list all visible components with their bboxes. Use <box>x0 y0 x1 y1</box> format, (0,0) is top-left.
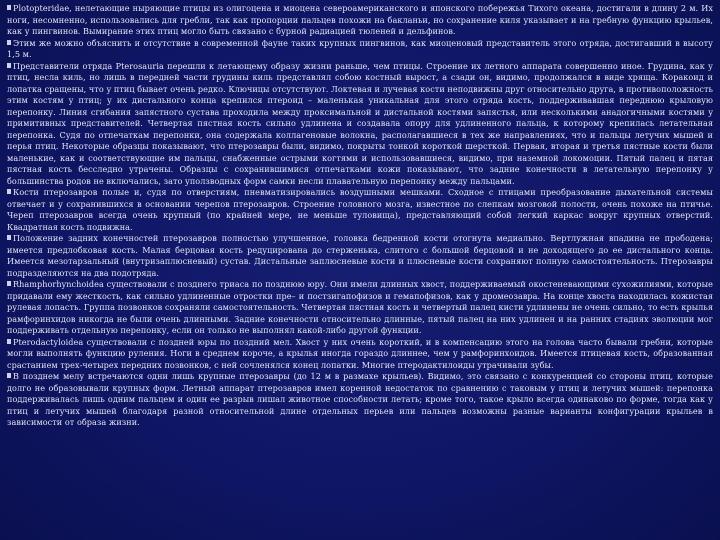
paragraph-hind-limbs: Положение задних конечностей птерозавров полностью улучшенное, головка бедренной кости отогнута медиально. Вертлужная впадина не прободена; имеется предлобковая кость. Малая берцовая кость редуцирована до стерженька, слитого с большой берцовой и не доходящего до ее дистального конца. Имеется мезотарзальный (внутризаплюсневый) сустав. Дистальные заплюсневые кости и плюсневые кости сохраняют полную самостоятельность. Птерозавры подразделяются на два подотряда. <box>7 233 713 278</box>
slide-text-body <box>7 3 713 429</box>
paragraph-late-cretaceous: В позднем мелу встречаются одни лишь крупные птерозавры (до 12 м в размахе крыльев). Видимо, это связано с конкуренцией со стороны птиц, которые долго не образовывали крупных форм. Летный аппарат птерозавров имел коренной недостаток по сравнению с таковым у птиц и летучих мышей: перепонка поддерживалась лишь одним пальцем и один ее разрыв лишал животное способности летать; кроме того, такое крыло всегда одинаково по форме, тогда как у птиц и летучих мышей благодаря разной относительной длине отдельных перьев или пальцев возможны разные варианты конфигурации крыльев в зависимости от образа жизни. <box>7 371 713 427</box>
paragraph-penguins: Этим же можно объяснить и отсутствие в современной фауне таких крупных пингвинов, как миоценовый представитель этого отряда, достигавший в высоту 1,5 м. <box>7 37 713 59</box>
paragraph-rhamphorhynchoidea: Rhamphorhynchoidea существовали с позднего триаса по позднюю юру. Они имели длинных хвост, поддерживаемый окостеневающими сухожилиями, которые придавали ему жесткость, как сильно удлиненные отростки пре– и постзигапофизов и гемапофизов, как у дромеозавра. На конце хвоста находилась кожистая рулевая лопасть. Группа позвонков сохраняли самостоятельность. Четвертая пястная кость и четвертый палец кисти удлинены не очень сильно, то есть крылья рамфоринхидов никогда не были очень длинными. Задние конечности относительно длинные, пятый палец на них удлинен и на ранних стадиях эволюции мог поддерживать отдельную перепонку, если он только не выполнял какой-либо другой функции. <box>7 279 713 335</box>
paragraph-pterodactyloidea: Pterodactyloidea существовали с поздней юры по поздний мел. Хвост у них очень короткий, и в компенсацию этого на голова часто бывали гребни, которые могли выполнять функцию руления. Ноги в среднем короче, а крылья иногда гораздо длиннее, чем у рамфоринхоидов. Имеется птицевая кость, образованная срастанием трех-четырех передних позвонков, с ней сочленялся конец лопатки. Многие птеродактилоиды утрачивали зубы. <box>7 336 713 370</box>
paragraph-pterosauria: Представители отряда Pterosauria перешли к летающему образу жизни раньше, чем птицы. Строение их летного аппарата совершенно иное. Грудина, как у птиц, несла киль, но лишь в передней части грудины киль представлял собою костный вырост, а сзади он, видимо, продолжался в виде хряща. Коракоид и лопатка сращены, что у птиц бывает очень редко. Ключицы отсутствуют. Локтевая и лучевая кости неподвижны друг относительно друга, в противоположность этим костям у птиц; у их дистального конца крепился птероид – маленькая уникальная для этого отряда кость, поддерживавшая переднюю крыловую перепонку. Линия сгибания запястного сустава проходила между проксимальной и дистальной костями запястья, или несколькими анадогичными костями у примитивных представителей. Четвертая пястная кость сильно удлинена и создавала опору для удлиненного пальца, к которому крепилась летательная перепонка. Судя по отпечаткам перепонки, она содержала коллагеновые волокна, располагавшиеся в тех же направлениях, что и пальцы летучих мышей и перья птиц. Некоторые образцы показывают, что птерозавры были, видимо, покрыты тонкой короткой шерсткой. Первая, вторая и третья пястные кости были маленькие, как и соответствующие им пальцы, снабженные острыми когтями и использовавшиеся, видимо, при наземной локомоции. Пятый палец и пятая пястная кость бесследно утрачены. Образцы с сохранившимися отпечатками кожи показывают, что задние конечности в летательную перепонку у большинства родов не включались, зато уползводных форм самки несли плавательную перепонку между пальцами. <box>7 60 713 186</box>
paragraph-plotopteridae: Plotopteridae, нелетающие ныряющие птицы из олигоцена и миоцена североамериканского и японского побережья Тихого океана, достигали в длину 2 м. Их ноги, несомненно, использовались для гребли, так как пропорции пальцев похожи на бакланьи, но сохранение киля указывает и на гребную функцию крыльев, как у пингвинов. Вымирание этих птиц могло быть связано с бурной радиацией тюленей и дельфинов. <box>7 3 713 36</box>
paragraph-bones-skull: Кости птерозавров полые и, судя по отверстиям, пневматизировались воздушными мешками. Сходное с птицами преобразование дыхательной системы отвечает и у сохранившихся в основании черепов птерозавров. Строение головного мозга, известное по слепкам мозговой полости, очень похоже на птичье. Череп птерозавров всегда очень крупный (по крайней мере, не меньше туловища), представляющий собой легкий каркас вокруг крупных отверстий. Квадратная кость подвижна. <box>7 187 713 232</box>
